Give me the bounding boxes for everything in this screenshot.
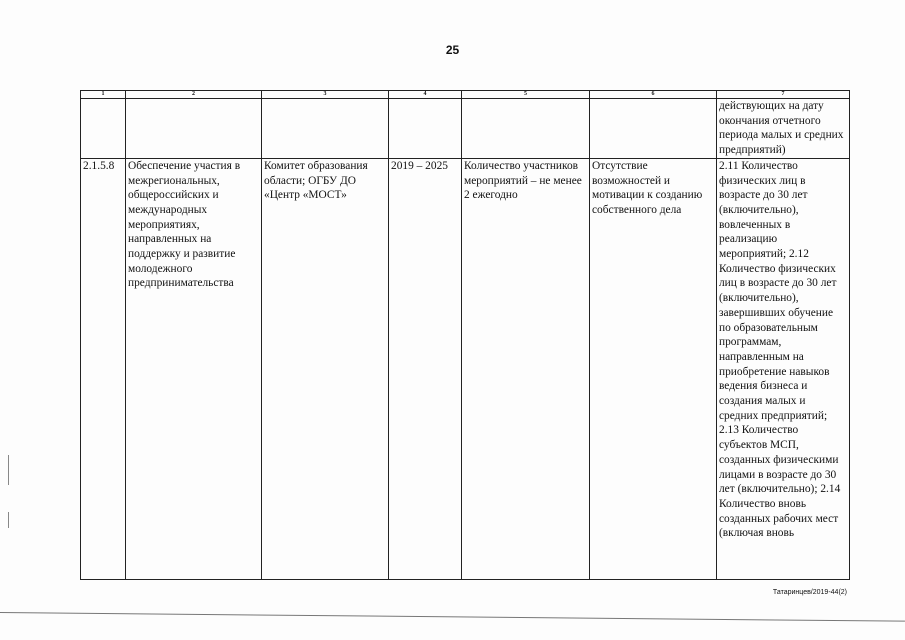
document-footer-code: Татаринцев/2019-44(2) (772, 589, 847, 596)
cell-indicators-continued: действующих на дату окончания отчетного периода малых и средних предприятий) (717, 99, 850, 159)
cell-empty (462, 99, 590, 159)
cell-measure-name: Обеспечение участия в межрегиональных, общероссийских и международных мероприятиях, направленных на поддержку и развитие молодежного предпринимательства (126, 158, 262, 579)
cell-empty (590, 99, 717, 159)
column-number-row (81, 91, 850, 99)
column-number: 6 (590, 91, 717, 99)
cell-indicators: 2.11 Количество физических лиц в возрасте до 30 лет (включительно), вовлеченных в реализацию мероприятий; 2.12 Количество физических лиц в возрасте до 30 лет (включительно), завершивших обучение по образовательным программам, направленным на приобретение навыков ведения бизнеса и создания малых и средних предприятий; 2.13 Количество субъектов МСП, созданных физическими лицами в возрасте до 30 лет (включительно); 2.14 Количество вновь созданных рабочих мест (включая вновь (717, 158, 850, 579)
cell-empty (126, 99, 262, 159)
column-number: 2 (126, 91, 262, 99)
column-number: 1 (81, 91, 126, 99)
measures-table (80, 90, 850, 580)
cell-empty (81, 99, 126, 159)
scan-margin-mark (8, 455, 9, 485)
continuation-row (81, 99, 850, 159)
cell-item-number: 2.1.5.8 (81, 158, 126, 579)
column-number: 7 (717, 91, 850, 99)
cell-consequences: Отсутствие возможностей и мотивации к созданию собственного дела (590, 158, 717, 579)
column-number: 5 (462, 91, 590, 99)
column-number: 4 (389, 91, 462, 99)
table-row (81, 158, 850, 579)
page-number: 25 (445, 43, 460, 57)
cell-expected-result: Количество участников мероприятий – не менее 2 ежегодно (462, 158, 590, 579)
cell-empty (262, 99, 389, 159)
cell-empty (389, 99, 462, 159)
column-number: 3 (262, 91, 389, 99)
cell-responsible: Комитет образования области; ОГБУ ДО «Центр «МОСТ» (262, 158, 389, 579)
scan-edge-line (0, 612, 905, 622)
scan-margin-mark (8, 512, 9, 528)
cell-period: 2019 – 2025 (389, 158, 462, 579)
